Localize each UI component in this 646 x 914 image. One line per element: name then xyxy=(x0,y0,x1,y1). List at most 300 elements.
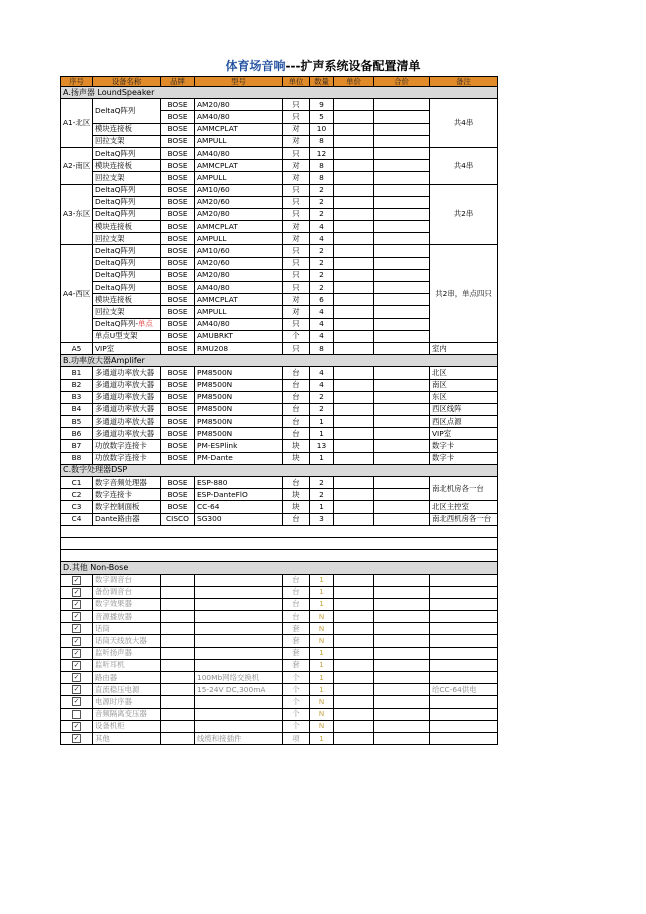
price-cell xyxy=(334,598,374,610)
note-cell: 数字卡 xyxy=(430,440,498,452)
total-cell xyxy=(374,391,430,403)
row-id: B2 xyxy=(61,379,93,391)
price-cell xyxy=(334,269,374,281)
item-name-highlight: 单点 xyxy=(137,319,153,329)
section-row xyxy=(61,464,498,476)
qty-cell: 4 xyxy=(310,379,334,391)
row-id: B8 xyxy=(61,452,93,464)
blank-cell xyxy=(61,525,498,537)
table-row xyxy=(61,659,498,671)
unit-cell: 块 xyxy=(283,489,310,501)
price-cell xyxy=(334,135,374,147)
table-row xyxy=(61,598,498,610)
checkbox-cell xyxy=(61,647,93,659)
brand-cell xyxy=(161,623,195,635)
note-cell: 数字卡 xyxy=(430,452,498,464)
qty-cell: 2 xyxy=(310,489,334,501)
qty-cell: 10 xyxy=(310,123,334,135)
item-name: DeltaQ阵列 xyxy=(93,208,161,220)
model-cell: AM20/80 xyxy=(195,99,283,111)
price-cell xyxy=(334,403,374,415)
qty-cell: 4 xyxy=(310,367,334,379)
total-cell xyxy=(374,282,430,294)
item-name: 音源播放器 xyxy=(93,611,161,623)
unit-cell: 只 xyxy=(283,184,310,196)
note-cell xyxy=(430,611,498,623)
header-cell: 备注 xyxy=(430,77,498,87)
qty-cell: 2 xyxy=(310,196,334,208)
header-cell: 型号 xyxy=(195,77,283,87)
item-name: 备份调音台 xyxy=(93,586,161,598)
brand-cell: BOSE xyxy=(161,147,195,159)
item-name: 功放数字连接卡 xyxy=(93,440,161,452)
brand-cell: BOSE xyxy=(161,245,195,257)
row-id: B3 xyxy=(61,391,93,403)
brand-cell: BOSE xyxy=(161,184,195,196)
item-name: 回拉支架 xyxy=(93,172,161,184)
model-cell: PM8500N xyxy=(195,416,283,428)
qty-cell: 4 xyxy=(310,221,334,233)
total-cell xyxy=(374,659,430,671)
row-id: B4 xyxy=(61,403,93,415)
total-cell xyxy=(374,160,430,172)
item-name: 直流稳压电源 xyxy=(93,684,161,696)
qty-cell: 6 xyxy=(310,294,334,306)
total-cell xyxy=(374,428,430,440)
qty-cell: 2 xyxy=(310,391,334,403)
price-cell xyxy=(334,611,374,623)
unit-cell: 台 xyxy=(283,477,310,489)
price-cell xyxy=(334,586,374,598)
total-cell xyxy=(374,269,430,281)
price-cell xyxy=(334,659,374,671)
total-cell xyxy=(374,221,430,233)
note-cell xyxy=(430,708,498,720)
item-name: DeltaQ阵列 xyxy=(93,147,161,159)
blank-cell xyxy=(61,537,498,549)
price-cell xyxy=(334,647,374,659)
brand-cell: BOSE xyxy=(161,294,195,306)
item-name: 多通道功率放大器 xyxy=(93,379,161,391)
checkbox-cell xyxy=(61,623,93,635)
checkbox-cell xyxy=(61,684,93,696)
brand-cell: BOSE xyxy=(161,233,195,245)
header-row xyxy=(61,77,498,87)
checked-checkbox-icon[interactable]: ✓ xyxy=(73,587,80,596)
header-cell: 品牌 xyxy=(161,77,195,87)
total-cell xyxy=(374,672,430,684)
table-row xyxy=(61,416,498,428)
unit-cell: 只 xyxy=(283,245,310,257)
total-cell xyxy=(374,306,430,318)
checked-checkbox-icon[interactable]: ✓ xyxy=(73,734,80,743)
total-cell xyxy=(374,245,430,257)
price-cell xyxy=(334,732,374,744)
price-cell xyxy=(334,294,374,306)
note-cell xyxy=(430,720,498,732)
total-cell xyxy=(374,635,430,647)
item-name: 数字音频处理器 xyxy=(93,477,161,489)
note-cell: 共4串 xyxy=(430,99,498,148)
model-cell: CC-64 xyxy=(195,501,283,513)
price-cell xyxy=(334,696,374,708)
table-row xyxy=(61,574,498,586)
unit-cell: 台 xyxy=(283,513,310,525)
unit-cell: 只 xyxy=(283,99,310,111)
qty-cell: 4 xyxy=(310,233,334,245)
brand-cell: BOSE xyxy=(161,391,195,403)
section-title: B.功率放大器Amplifer xyxy=(61,355,498,367)
unit-cell: 个 xyxy=(283,330,310,342)
checked-checkbox-icon[interactable]: ✓ xyxy=(73,660,80,669)
price-cell xyxy=(334,184,374,196)
item-name: 数字调音台 xyxy=(93,574,161,586)
qty-cell: 1 xyxy=(310,732,334,744)
total-cell xyxy=(374,294,430,306)
qty-cell: 2 xyxy=(310,477,334,489)
table-row xyxy=(61,684,498,696)
note-cell: 南北西机房各一台 xyxy=(430,513,498,525)
model-cell: AM20/60 xyxy=(195,196,283,208)
unit-cell: 台 xyxy=(283,586,310,598)
qty-cell: 5 xyxy=(310,111,334,123)
price-cell xyxy=(334,513,374,525)
item-name: DeltaQ阵列 xyxy=(93,99,161,123)
item-name: DeltaQ阵列 xyxy=(93,245,161,257)
item-name: DeltaQ阵列 xyxy=(93,257,161,269)
item-name xyxy=(93,318,161,330)
title-part1: 体育场音响 xyxy=(225,59,286,73)
checkbox-cell xyxy=(61,708,93,720)
total-cell xyxy=(374,111,430,123)
price-cell xyxy=(334,623,374,635)
section-row xyxy=(61,87,498,99)
model-cell: AMMCPLAT xyxy=(195,221,283,233)
table-row xyxy=(61,147,498,159)
model-cell: 100Mb网络交换机 xyxy=(195,672,283,684)
price-cell xyxy=(334,720,374,732)
item-name: 模块连接板 xyxy=(93,123,161,135)
price-cell xyxy=(334,501,374,513)
item-name: 多通道功率放大器 xyxy=(93,391,161,403)
checked-checkbox-icon[interactable]: ✓ xyxy=(73,685,80,694)
note-cell xyxy=(430,696,498,708)
model-cell: AM40/80 xyxy=(195,282,283,294)
group-id: A1-北区 xyxy=(61,99,93,148)
brand-cell: BOSE xyxy=(161,501,195,513)
unit-cell: 块 xyxy=(283,501,310,513)
brand-cell: BOSE xyxy=(161,367,195,379)
unit-cell: 只 xyxy=(283,196,310,208)
qty-cell: 9 xyxy=(310,99,334,111)
unit-cell: 只 xyxy=(283,208,310,220)
price-cell xyxy=(334,489,374,501)
brand-cell: BOSE xyxy=(161,416,195,428)
price-cell xyxy=(334,416,374,428)
price-cell xyxy=(334,160,374,172)
brand-cell: BOSE xyxy=(161,318,195,330)
header-cell: 单位 xyxy=(283,77,310,87)
section-title: D.其他 Non-Bose xyxy=(61,562,498,574)
unit-cell: 个 xyxy=(283,720,310,732)
brand-cell: BOSE xyxy=(161,221,195,233)
checked-checkbox-icon[interactable]: ✓ xyxy=(73,673,80,682)
model-cell: AMPULL xyxy=(195,172,283,184)
brand-cell: BOSE xyxy=(161,99,195,111)
note-cell: 共4串 xyxy=(430,147,498,184)
unit-cell: 对 xyxy=(283,294,310,306)
brand-cell xyxy=(161,574,195,586)
checkbox-cell xyxy=(61,598,93,610)
unit-cell: 套 xyxy=(283,659,310,671)
row-id: B5 xyxy=(61,416,93,428)
brand-cell: BOSE xyxy=(161,269,195,281)
blank-row xyxy=(61,550,498,562)
unit-cell: 个 xyxy=(283,696,310,708)
total-cell xyxy=(374,647,430,659)
brand-cell: BOSE xyxy=(161,111,195,123)
table-row xyxy=(61,440,498,452)
brand-cell xyxy=(161,647,195,659)
qty-cell: 2 xyxy=(310,208,334,220)
brand-cell xyxy=(161,708,195,720)
item-name: 音频隔离变压器 xyxy=(93,708,161,720)
qty-cell: 8 xyxy=(310,135,334,147)
model-cell: PM8500N xyxy=(195,379,283,391)
model-cell xyxy=(195,659,283,671)
checked-checkbox-icon[interactable]: ✓ xyxy=(73,575,80,584)
model-cell xyxy=(195,708,283,720)
total-cell xyxy=(374,342,430,354)
total-cell xyxy=(374,99,430,111)
page-title xyxy=(0,59,646,73)
table-row xyxy=(61,477,498,489)
unit-cell: 对 xyxy=(283,306,310,318)
total-cell xyxy=(374,233,430,245)
qty-cell: 4 xyxy=(310,306,334,318)
qty-cell: 12 xyxy=(310,147,334,159)
model-cell: AM10/60 xyxy=(195,245,283,257)
brand-cell: BOSE xyxy=(161,135,195,147)
model-cell xyxy=(195,586,283,598)
price-cell xyxy=(334,574,374,586)
total-cell xyxy=(374,489,430,501)
table-row xyxy=(61,403,498,415)
total-cell xyxy=(374,477,430,489)
price-cell xyxy=(334,672,374,684)
total-cell xyxy=(374,513,430,525)
unit-cell: 对 xyxy=(283,233,310,245)
model-cell: AMMCPLAT xyxy=(195,123,283,135)
note-cell xyxy=(430,598,498,610)
checked-checkbox-icon[interactable]: ✓ xyxy=(73,624,80,633)
model-cell: PM8500N xyxy=(195,428,283,440)
price-cell xyxy=(334,635,374,647)
table-row xyxy=(61,367,498,379)
table-row xyxy=(61,586,498,598)
row-id: B6 xyxy=(61,428,93,440)
table-row xyxy=(61,647,498,659)
model-cell: AM10/60 xyxy=(195,184,283,196)
brand-cell xyxy=(161,635,195,647)
checkbox-cell xyxy=(61,720,93,732)
qty-cell: 1 xyxy=(310,416,334,428)
unit-cell: 台 xyxy=(283,574,310,586)
note-cell xyxy=(430,672,498,684)
item-name: 多通道功率放大器 xyxy=(93,403,161,415)
unchecked-checkbox-icon[interactable] xyxy=(72,710,81,719)
unit-cell: 只 xyxy=(283,318,310,330)
qty-cell: N xyxy=(310,696,334,708)
row-id: B7 xyxy=(61,440,93,452)
unit-cell: 台 xyxy=(283,367,310,379)
model-cell: AM40/80 xyxy=(195,318,283,330)
brand-cell: BOSE xyxy=(161,123,195,135)
checkbox-cell xyxy=(61,659,93,671)
total-cell xyxy=(374,440,430,452)
qty-cell: 4 xyxy=(310,318,334,330)
model-cell: AM20/80 xyxy=(195,208,283,220)
model-cell: AMMCPLAT xyxy=(195,160,283,172)
item-name: 模块连接板 xyxy=(93,221,161,233)
title-part2: ---扩声系统设备配置清单 xyxy=(285,59,421,73)
note-cell: 东区 xyxy=(430,391,498,403)
blank-row xyxy=(61,525,498,537)
note-cell: 室内 xyxy=(430,342,498,354)
model-cell: AMPULL xyxy=(195,135,283,147)
total-cell xyxy=(374,147,430,159)
total-cell xyxy=(374,452,430,464)
unit-cell: 台 xyxy=(283,403,310,415)
price-cell xyxy=(334,147,374,159)
unit-cell: 对 xyxy=(283,123,310,135)
total-cell xyxy=(374,574,430,586)
item-name: 多通道功率放大器 xyxy=(93,428,161,440)
model-cell: AM20/80 xyxy=(195,269,283,281)
qty-cell: 1 xyxy=(310,452,334,464)
table-row xyxy=(61,611,498,623)
model-cell: 线缆和接插件 xyxy=(195,732,283,744)
price-cell xyxy=(334,233,374,245)
price-cell xyxy=(334,379,374,391)
item-name: DeltaQ阵列 xyxy=(93,184,161,196)
price-cell xyxy=(334,99,374,111)
model-cell xyxy=(195,574,283,586)
qty-cell: 4 xyxy=(310,330,334,342)
checkbox-cell xyxy=(61,586,93,598)
total-cell xyxy=(374,696,430,708)
item-name: 回拉支架 xyxy=(93,135,161,147)
model-cell: AMPULL xyxy=(195,233,283,245)
brand-cell: BOSE xyxy=(161,257,195,269)
brand-cell: BOSE xyxy=(161,428,195,440)
qty-cell: 1 xyxy=(310,684,334,696)
note-cell xyxy=(430,574,498,586)
model-cell xyxy=(195,611,283,623)
price-cell xyxy=(334,123,374,135)
qty-cell: 2 xyxy=(310,282,334,294)
note-cell: 西区点源 xyxy=(430,416,498,428)
group-id: A4-西区 xyxy=(61,245,93,343)
model-cell xyxy=(195,696,283,708)
item-name: 数字控制面板 xyxy=(93,501,161,513)
total-cell xyxy=(374,184,430,196)
checkbox-cell xyxy=(61,574,93,586)
row-id: C3 xyxy=(61,501,93,513)
section-title: A.扬声器 LoundSpeaker xyxy=(61,87,498,99)
item-name: DeltaQ阵列 xyxy=(93,282,161,294)
checked-checkbox-icon[interactable]: ✓ xyxy=(73,697,80,706)
model-cell: ESP-DanteFlO xyxy=(195,489,283,501)
qty-cell: 1 xyxy=(310,647,334,659)
table-row xyxy=(61,501,498,513)
total-cell xyxy=(374,379,430,391)
model-cell: AMUBRKT xyxy=(195,330,283,342)
model-cell: ESP-880 xyxy=(195,477,283,489)
qty-cell: 1 xyxy=(310,659,334,671)
note-cell: 共2串，单点四只 xyxy=(430,245,498,343)
group-id: A5 xyxy=(61,342,93,354)
model-cell: AM20/60 xyxy=(195,257,283,269)
checked-checkbox-icon[interactable]: ✓ xyxy=(73,612,80,621)
qty-cell: N xyxy=(310,623,334,635)
equipment-table xyxy=(60,76,498,745)
checked-checkbox-icon[interactable]: ✓ xyxy=(73,721,80,730)
model-cell: 15-24V DC,300mA xyxy=(195,684,283,696)
table-row xyxy=(61,245,498,257)
note-cell: 北区主控室 xyxy=(430,501,498,513)
table-row xyxy=(61,513,498,525)
header-cell: 单价 xyxy=(334,77,374,87)
item-name: 单点U型支架 xyxy=(93,330,161,342)
item-name: 回拉支架 xyxy=(93,306,161,318)
model-cell: AM40/80 xyxy=(195,111,283,123)
unit-cell: 台 xyxy=(283,416,310,428)
group-id: A3-东区 xyxy=(61,184,93,245)
group-id: A2-南区 xyxy=(61,147,93,184)
brand-cell: BOSE xyxy=(161,330,195,342)
brand-cell xyxy=(161,696,195,708)
brand-cell xyxy=(161,672,195,684)
checked-checkbox-icon[interactable]: ✓ xyxy=(73,636,80,645)
checked-checkbox-icon[interactable]: ✓ xyxy=(73,648,80,657)
item-name: 多通道功率放大器 xyxy=(93,367,161,379)
total-cell xyxy=(374,330,430,342)
row-id: C4 xyxy=(61,513,93,525)
price-cell xyxy=(334,330,374,342)
header-cell: 序号 xyxy=(61,77,93,87)
total-cell xyxy=(374,208,430,220)
qty-cell: 8 xyxy=(310,172,334,184)
brand-cell: BOSE xyxy=(161,282,195,294)
item-name-text: DeltaQ阵列- xyxy=(95,319,138,329)
checked-checkbox-icon[interactable]: ✓ xyxy=(73,599,80,608)
unit-cell: 个 xyxy=(283,672,310,684)
note-cell xyxy=(430,623,498,635)
table-row xyxy=(61,428,498,440)
unit-cell: 对 xyxy=(283,160,310,172)
header-cell: 数量 xyxy=(310,77,334,87)
price-cell xyxy=(334,440,374,452)
qty-cell: 3 xyxy=(310,513,334,525)
total-cell xyxy=(374,501,430,513)
price-cell xyxy=(334,391,374,403)
unit-cell: 台 xyxy=(283,611,310,623)
model-cell: PM8500N xyxy=(195,391,283,403)
note-cell xyxy=(430,586,498,598)
price-cell xyxy=(334,221,374,233)
price-cell xyxy=(334,196,374,208)
